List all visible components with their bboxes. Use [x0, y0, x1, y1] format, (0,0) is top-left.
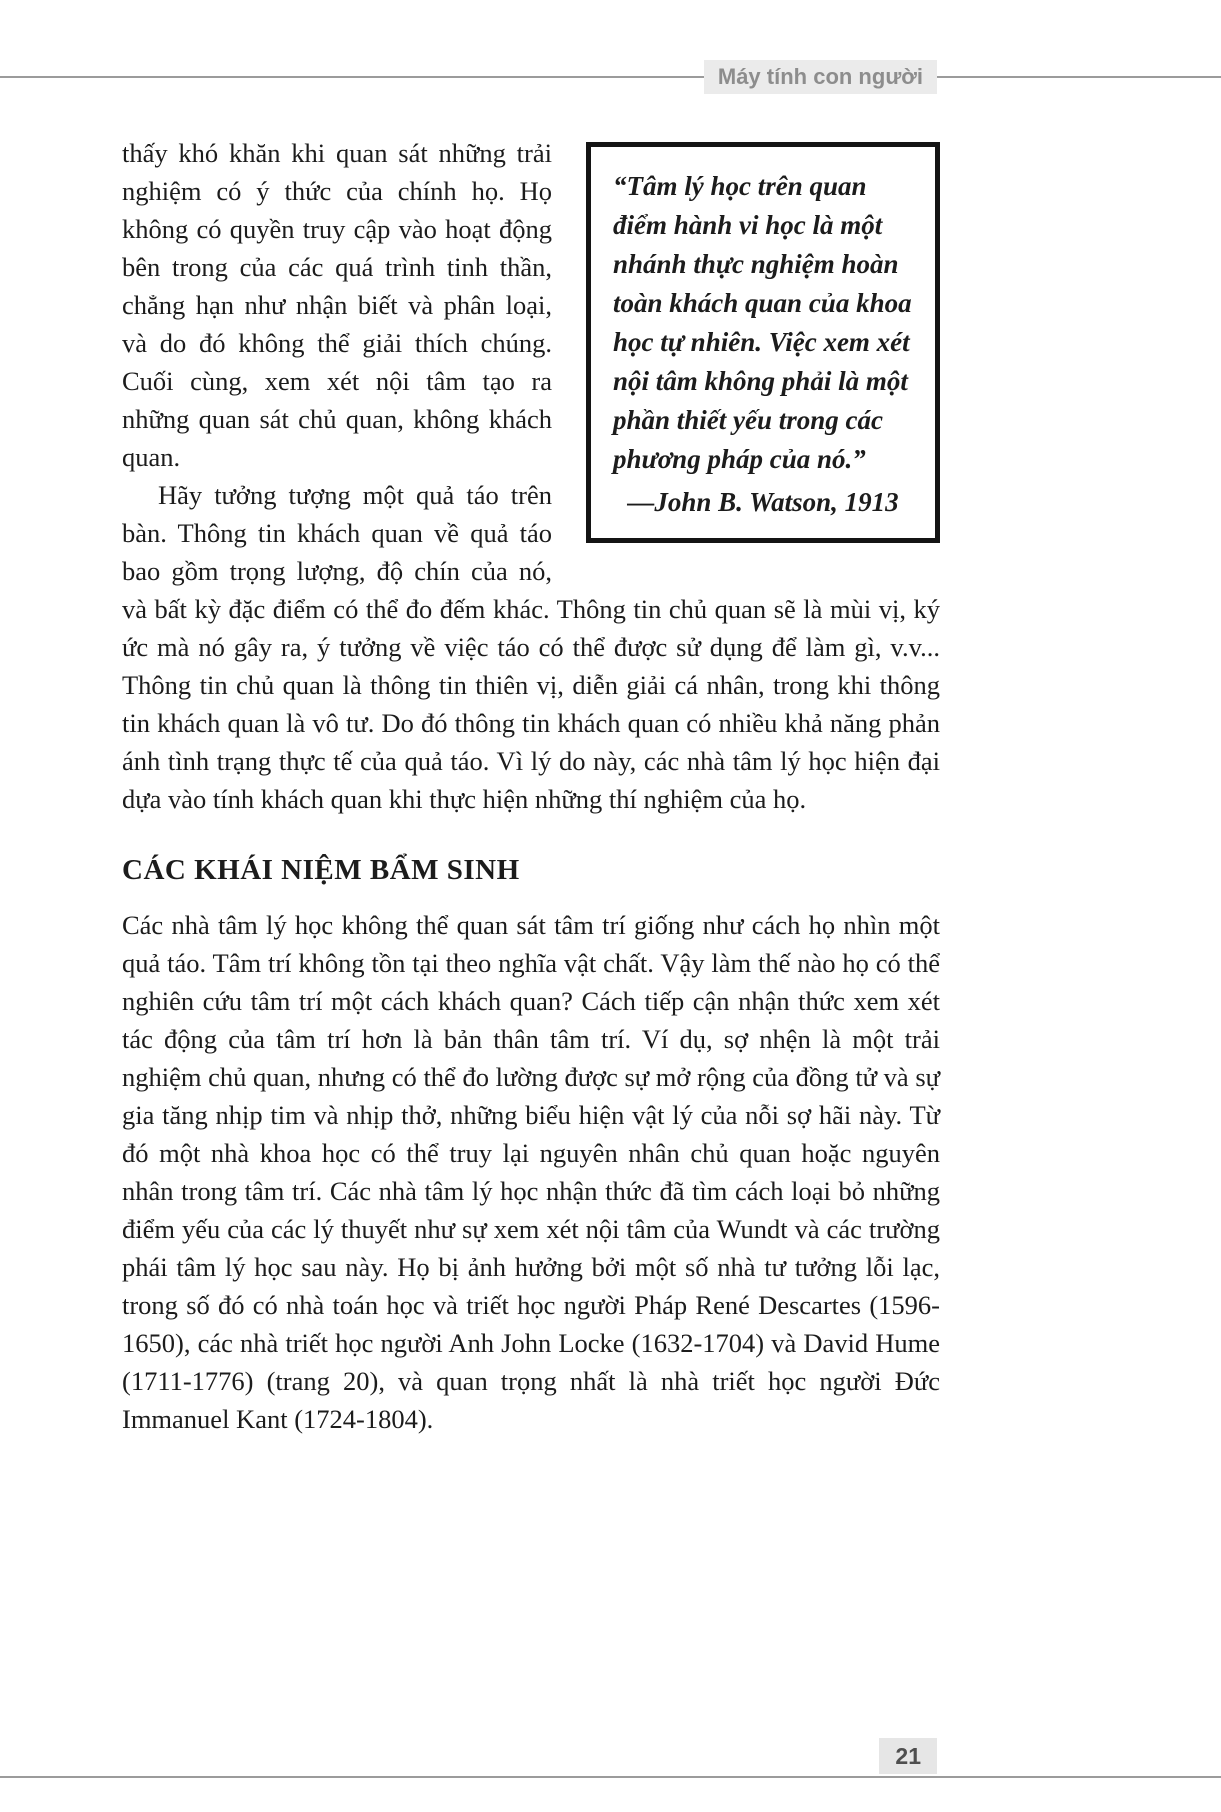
section-heading: CÁC KHÁI NIỆM BẨM SINH	[122, 854, 520, 886]
quote-attribution: —John B. Watson, 1913	[627, 487, 899, 517]
page-number: 21	[879, 1738, 937, 1774]
running-head: Máy tính con người	[704, 60, 937, 94]
page-header	[0, 60, 1221, 100]
pull-quote-box	[586, 142, 940, 543]
page-footer	[0, 1738, 1221, 1784]
paragraph-apple-example: Hãy tưởng tượng một quả táo trên bàn. Thông tin khách quan về quả táo bao gồm trọng lượng, độ chín của nó, và bất kỳ đặc điểm có thể đo đếm khác. Thông tin chủ quan sẽ là mùi vị, ký ức mà nó gây ra, ý tưởng về việc táo có thể được sử dụng để làm gì, v.v... Thông tin chủ quan là thông tin thiên vị, diễn giải cá nhân, trong khi thông tin khách quan là vô tư. Do đó thông tin khách quan có nhiều khả năng phản ánh tình trạng thực tế của quả táo. Vì lý do này, các nhà tâm lý học hiện đại dựa vào tính khách quan khi thực hiện những thí nghiệm của họ.	[122, 480, 940, 814]
header-rule	[0, 76, 1221, 78]
page-content	[122, 134, 940, 1438]
quote-text: “Tâm lý học trên quan điểm hành vi học là một nhánh thực nghiệm hoàn toàn khách quan của khoa học tự nhiên. Việc xem xét nội tâm không phải là một phần thiết yếu trong các phương pháp của nó.”	[613, 171, 912, 474]
paragraph-innate-concepts: Các nhà tâm lý học không thể quan sát tâm trí giống như cách họ nhìn một quả táo. Tâm trí không tồn tại theo nghĩa vật chất. Vậy làm thế nào họ có thể nghiên cứu tâm trí một cách khách quan? Cách tiếp cận nhận thức xem xét tác động của tâm trí hơn là bản thân tâm trí. Ví dụ, sợ nhện là một trải nghiệm chủ quan, nhưng có thể đo lường được sự mở rộng của đồng tử và sự gia tăng nhịp tim và nhịp thở, những biểu hiện vật lý của nỗi sợ hãi này. Từ đó một nhà khoa học có thể truy lại nguyên nhân chủ quan hoặc nguyên nhân trong tâm trí. Các nhà tâm lý học nhận thức đã tìm cách loại bỏ những điểm yếu của các lý thuyết như sự xem xét nội tâm của Wundt và các trường phái tâm lý học sau này. Họ bị ảnh hưởng bởi một số nhà tư tưởng lỗi lạc, trong số đó có nhà toán học và triết học người Pháp René Descartes (1596-1650), các nhà triết học người Anh John Locke (1632-1704) và David Hume (1711-1776) (trang 20), và quan trọng nhất là nhà triết học người Đức Immanuel Kant (1724-1804).	[122, 910, 940, 1434]
footer-rule	[0, 1776, 1221, 1778]
paragraph-intro: thấy khó khăn khi quan sát những trải nghiệm có ý thức của chính họ. Họ không có quyền truy cập vào hoạt động bên trong của các quá trình tinh thần, chẳng hạn như nhận biết và phân loại, và do đó không thể giải thích chúng. Cuối cùng, xem xét nội tâm tạo ra những quan sát chủ quan, không khách quan.	[122, 138, 552, 472]
